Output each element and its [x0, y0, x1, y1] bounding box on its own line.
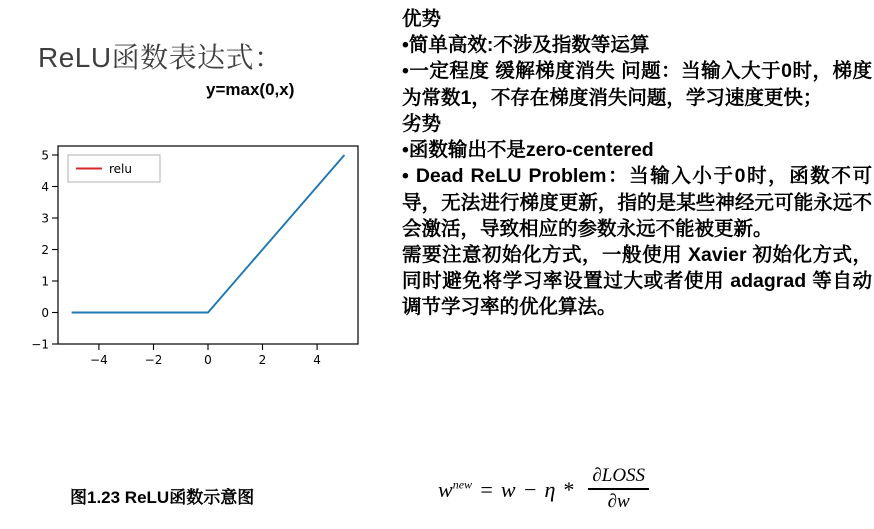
equation-fraction — [588, 465, 649, 513]
equation-fraction-denominator: ∂w — [607, 490, 630, 512]
svg-text:4: 4 — [313, 353, 321, 367]
svg-text:0: 0 — [204, 353, 212, 367]
notes-paragraph: •函数输出不是zero-centered — [402, 139, 654, 162]
svg-text:3: 3 — [41, 211, 49, 226]
equation-minus: − — [522, 476, 538, 502]
right-column — [396, 0, 874, 529]
svg-text:1: 1 — [41, 274, 49, 289]
svg-text:−4: −4 — [90, 353, 108, 367]
equation-eta: η — [544, 476, 556, 502]
plot-legend — [68, 155, 160, 182]
svg-text:2: 2 — [258, 353, 267, 367]
equation-times: * — [562, 476, 574, 502]
notes-paragraph: •一定程度 缓解梯度消失 问题：当输入大于0时，梯度为常数1，不存在梯度消失问题，学习速度更快； — [402, 60, 872, 109]
left-column — [0, 0, 390, 529]
relu-plot-svg — [24, 138, 372, 383]
x-axis-ticks — [99, 344, 317, 350]
relu-formula: y=max(0,x) — [206, 80, 295, 99]
notes-text-block — [402, 6, 872, 321]
figure-caption: 图1.23 ReLU函数示意图 — [70, 488, 255, 507]
svg-text:2: 2 — [41, 243, 49, 257]
svg-text:0: 0 — [41, 306, 49, 320]
x-axis-labels — [90, 353, 321, 367]
equation-lhs-symbol: w — [438, 476, 453, 502]
gradient-descent-equation — [438, 466, 858, 524]
svg-text:−2: −2 — [144, 353, 163, 367]
notes-paragraph: 劣势 — [402, 112, 442, 135]
equation-fraction-numerator: ∂LOSS — [592, 465, 646, 486]
svg-text:5: 5 — [41, 148, 49, 163]
equation-equals: = — [479, 476, 494, 502]
notes-paragraph: •简单高效:不涉及指数等运算 — [402, 34, 650, 57]
page-title: ReLU函数表达式： — [38, 42, 283, 73]
notes-paragraph: 需要注意初始化方式，一般使用 Xavier 初始化方式，同时避免将学习率设置过大或者使用 adagrad 等自动调节学习率的优化算法。 — [402, 243, 872, 319]
svg-text:−1: −1 — [31, 337, 49, 352]
equation-term-w: w — [500, 476, 516, 502]
y-axis-labels — [31, 149, 49, 352]
svg-text:4: 4 — [41, 180, 49, 194]
notes-paragraph: • Dead ReLU Problem：当输入小于0时，函数不可导，无法进行梯度更新，指的是某些神经元可能永远不会激活，导致相应的参数永远不能被更新。 — [402, 165, 872, 240]
relu-plot — [24, 138, 372, 383]
equation-lhs — [438, 477, 472, 503]
notes-paragraph: 优势 — [402, 8, 442, 30]
legend-label-relu: relu — [109, 162, 132, 176]
y-axis-ticks — [52, 155, 58, 344]
equation-lhs-superscript: new — [452, 477, 473, 492]
